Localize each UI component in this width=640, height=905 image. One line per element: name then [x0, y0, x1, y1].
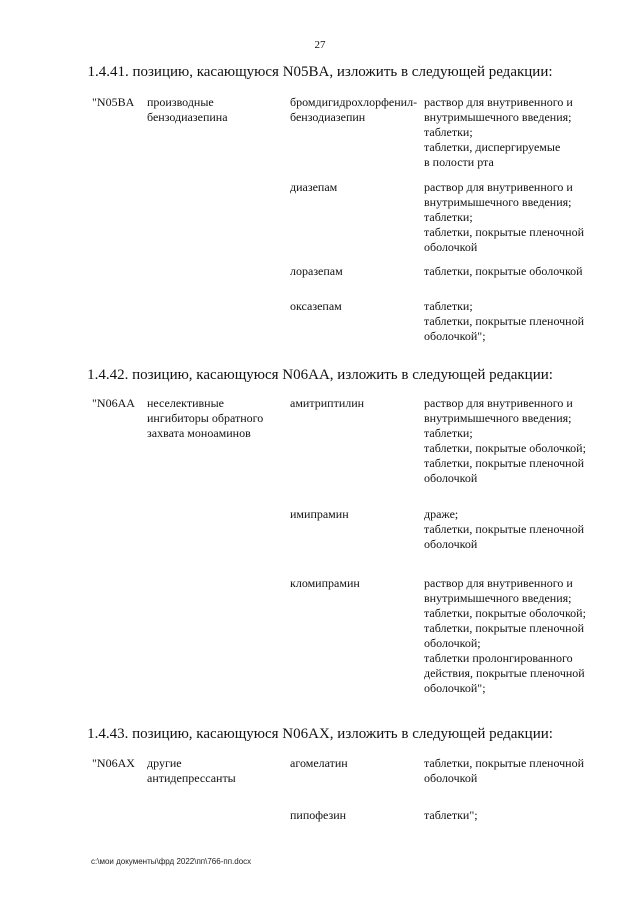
group-line: ингибиторы обратного — [147, 411, 264, 425]
form-line: таблетки, покрытые пленочной — [424, 314, 585, 328]
dosage-forms — [424, 507, 610, 552]
form-line: таблетки, покрытые оболочкой — [424, 264, 583, 278]
form-line: таблетки; — [424, 299, 473, 313]
form-line: оболочкой — [424, 771, 478, 785]
drug-name — [290, 576, 422, 591]
form-line: таблетки; — [424, 426, 473, 440]
drug-name-line: лоразепам — [290, 264, 343, 278]
dosage-forms — [424, 95, 610, 170]
dosage-forms — [424, 299, 610, 344]
dosage-forms — [424, 396, 610, 486]
atc-group — [147, 95, 287, 125]
drug-name-line: агомелатин — [290, 756, 348, 770]
form-line: таблетки, покрытые пленочной — [424, 522, 585, 536]
form-line: оболочкой — [424, 537, 478, 551]
atc-code: "N05BA — [92, 95, 135, 109]
file-path-footer: c:\мои документы\фрд 2022\пп\766-пп.docx — [91, 857, 252, 866]
drug-name-line: бромдигидрохлорфенил- — [290, 95, 418, 109]
form-line: в полости рта — [424, 155, 494, 169]
group-line: бензодиазепина — [147, 110, 228, 124]
group-line: неселективные — [147, 396, 224, 410]
form-line: внутримышечного введения; — [424, 110, 572, 124]
group-line: другие — [147, 756, 182, 770]
form-line: таблетки"; — [424, 808, 478, 822]
group-line: захвата моноаминов — [147, 426, 251, 440]
drug-name — [290, 299, 422, 314]
drug-name — [290, 756, 422, 771]
page-number: 27 — [314, 39, 326, 51]
form-line: таблетки пролонгированного — [424, 651, 573, 665]
form-line: оболочкой — [424, 240, 478, 254]
form-line: таблетки, диспергируемые — [424, 140, 561, 154]
form-line: таблетки; — [424, 210, 473, 224]
drug-name-line: диазепам — [290, 180, 338, 194]
form-line: таблетки, покрытые пленочной — [424, 225, 585, 239]
form-line: оболочкой; — [424, 636, 481, 650]
atc-code: "N06AX — [92, 756, 135, 770]
form-line: таблетки, покрытые пленочной — [424, 621, 585, 635]
form-line: таблетки, покрытые оболочкой; — [424, 441, 586, 455]
form-line: таблетки; — [424, 125, 473, 139]
form-line: внутримышечного введения; — [424, 591, 572, 605]
form-line: таблетки, покрытые оболочкой; — [424, 606, 586, 620]
drug-name — [290, 507, 422, 522]
drug-name — [290, 95, 422, 125]
dosage-forms — [424, 180, 610, 255]
drug-name-line: амитриптилин — [290, 396, 365, 410]
form-line: внутримышечного введения; — [424, 195, 572, 209]
dosage-forms — [424, 808, 610, 823]
dosage-forms — [424, 756, 610, 786]
form-line: внутримышечного введения; — [424, 411, 572, 425]
form-line: раствор для внутривенного и — [424, 396, 573, 410]
atc-group — [147, 756, 287, 786]
dosage-forms — [424, 576, 610, 696]
form-line: раствор для внутривенного и — [424, 576, 573, 590]
form-line: раствор для внутривенного и — [424, 180, 573, 194]
form-line: оболочкой"; — [424, 681, 486, 695]
drug-name — [290, 180, 422, 195]
section-heading-n06aa: 1.4.42. позицию, касающуюся N06AA, изложить в следующей редакции: — [87, 367, 553, 383]
group-line: антидепрессанты — [147, 771, 236, 785]
form-line: действия, покрытые пленочной — [424, 666, 585, 680]
drug-name-line: пипофезин — [290, 808, 347, 822]
atc-code: "N06AA — [92, 396, 135, 410]
section-heading-n06ax: 1.4.43. позицию, касающуюся N06AX, изложить в следующей редакции: — [87, 726, 553, 742]
form-line: оболочкой"; — [424, 329, 486, 343]
drug-name-line: бензодиазепин — [290, 110, 366, 124]
drug-name-line: кломипрамин — [290, 576, 360, 590]
drug-name — [290, 808, 422, 823]
atc-group — [147, 396, 287, 441]
drug-name-line: оксазепам — [290, 299, 342, 313]
group-line: производные — [147, 95, 214, 109]
drug-name — [290, 396, 422, 411]
form-line: оболочкой — [424, 471, 478, 485]
drug-name-line: имипрамин — [290, 507, 349, 521]
dosage-forms — [424, 264, 610, 279]
form-line: таблетки, покрытые пленочной — [424, 456, 585, 470]
drug-name — [290, 264, 422, 279]
form-line: раствор для внутривенного и — [424, 95, 573, 109]
section-heading-n05ba: 1.4.41. позицию, касающуюся N05BA, изложить в следующей редакции: — [87, 64, 553, 80]
form-line: таблетки, покрытые пленочной — [424, 756, 585, 770]
form-line: драже; — [424, 507, 459, 521]
